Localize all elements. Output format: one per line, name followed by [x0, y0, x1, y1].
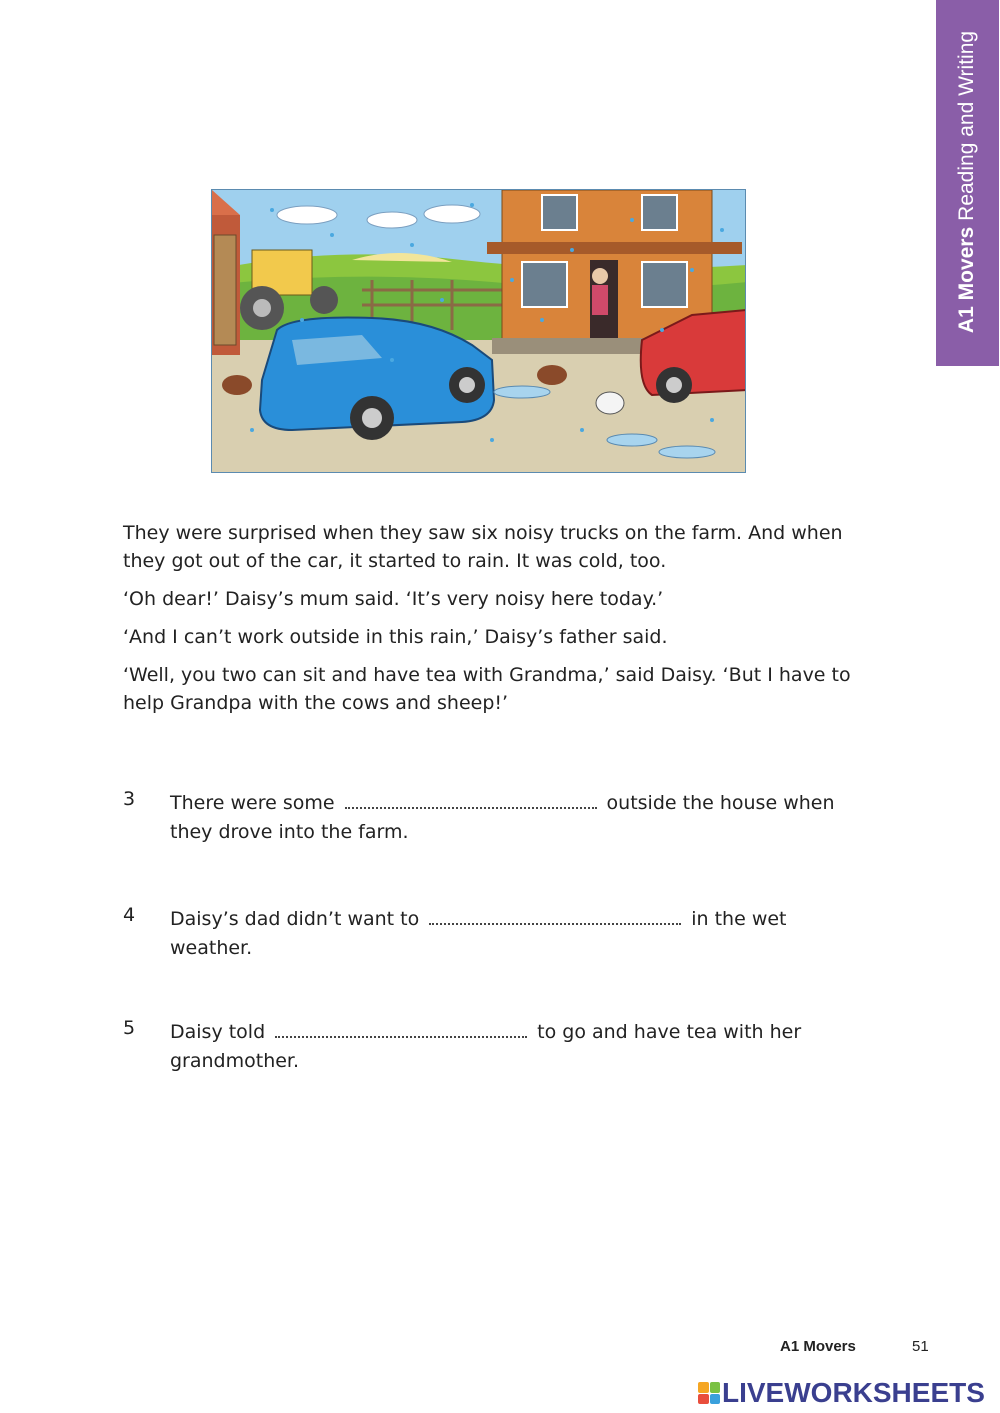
question-text [170, 1014, 843, 1076]
side-tab-level: A1 Movers [955, 226, 978, 334]
question-text [170, 785, 843, 847]
story-paragraph: ‘Oh dear!’ Daisy’s mum said. ‘It’s very noisy here today.’ [123, 588, 664, 610]
answer-blank-5[interactable] [275, 1014, 527, 1038]
liveworksheets-logo-icon [698, 1382, 720, 1404]
farm-rain-illustration [211, 189, 746, 473]
page-number: 51 [912, 1338, 929, 1355]
side-tab [936, 0, 999, 366]
side-tab-section: Reading and Writing [955, 30, 978, 221]
question-number: 5 [123, 1017, 136, 1039]
side-tab-text [955, 31, 979, 333]
question-text [170, 901, 843, 963]
question-5 [123, 1014, 843, 1076]
question-number: 3 [123, 788, 136, 810]
question-3 [123, 785, 843, 847]
answer-blank-4[interactable] [429, 901, 681, 925]
question-text-after: in the wet weather. [170, 908, 787, 959]
story-paragraph: ‘Well, you two can sit and have tea with Grandma,’ said Daisy. ‘But I have to help Grandpa with the cows and sheep!’ [123, 664, 851, 714]
liveworksheets-brand[interactable] [698, 1377, 985, 1409]
story-text [123, 519, 853, 727]
question-4 [123, 901, 843, 963]
question-text-before: Daisy’s dad didn’t want to [170, 908, 420, 930]
question-text-after: to go and have tea with her grandmother. [170, 1021, 802, 1072]
question-text-before: There were some [170, 792, 335, 814]
story-paragraph: They were surprised when they saw six noisy trucks on the farm. And when they got out of the car, it started to rain. It was cold, too. [123, 522, 843, 572]
question-text-after: outside the house when they drove into the farm. [170, 792, 835, 843]
story-paragraph: ‘And I can’t work outside in this rain,’ Daisy’s father said. [123, 626, 668, 648]
question-text-before: Daisy told [170, 1021, 266, 1043]
footer-level-label: A1 Movers [780, 1338, 856, 1355]
brand-text: LIVEWORKSHEETS [722, 1377, 985, 1408]
answer-blank-3[interactable] [345, 785, 597, 809]
question-number: 4 [123, 904, 136, 926]
